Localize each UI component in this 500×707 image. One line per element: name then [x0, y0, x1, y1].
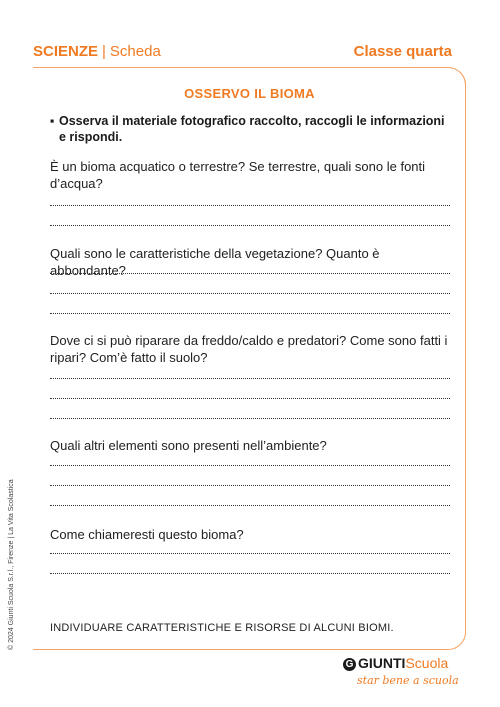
- answer-line[interactable]: [50, 205, 450, 206]
- instruction-text: Osserva il materiale fotografico raccolto, raccogli le informazioni e rispondi.: [59, 114, 445, 144]
- answer-line[interactable]: [50, 553, 450, 554]
- page-header: [33, 43, 452, 65]
- answer-line[interactable]: [50, 293, 450, 294]
- question-5: Come chiameresti questo bioma?: [50, 527, 244, 542]
- worksheet-title: OSSERVO IL BIOMA: [184, 86, 315, 101]
- subject-label: SCIENZE: [33, 43, 99, 60]
- answer-line[interactable]: [50, 418, 450, 419]
- answer-line[interactable]: [50, 225, 450, 226]
- answer-line[interactable]: [50, 485, 450, 486]
- giunti-logo-icon: G: [343, 658, 356, 671]
- grade-label: Classe quarta: [353, 43, 452, 60]
- logo-brand: [343, 655, 448, 671]
- learning-objective: INDIVIDUARE CARATTERISTICHE E RISORSE DI ALCUNI BIOMI.: [50, 622, 394, 634]
- header-subject-section: SCIENZE | Scheda: [33, 43, 161, 60]
- answer-line[interactable]: [50, 378, 450, 379]
- logo-brand-b: Scuola: [405, 655, 449, 671]
- answer-line[interactable]: [50, 465, 450, 466]
- answer-line[interactable]: [50, 273, 450, 274]
- question-4: Quali altri elementi sono presenti nell’ambiente?: [50, 438, 327, 453]
- answer-line[interactable]: [50, 398, 450, 399]
- logo-tagline: star bene a scuola: [357, 674, 459, 687]
- answer-line[interactable]: [50, 313, 450, 314]
- answer-line[interactable]: [50, 573, 450, 574]
- question-1: È un bioma acquatico o terrestre? Se terrestre, quali sono le fonti d’acqua?: [50, 159, 426, 191]
- question-3: Dove ci si può riparare da freddo/caldo e predatori? Come sono fatti i ripari? Com’è fatto il suolo?: [50, 333, 448, 365]
- bullet-icon: ▪: [50, 114, 55, 128]
- instruction: [50, 113, 450, 145]
- question-2: Quali sono le caratteristiche della vegetazione? Quanto è abbondante?: [50, 246, 380, 278]
- section-label: Scheda: [109, 43, 161, 60]
- publisher-logo: [343, 655, 459, 695]
- answer-line[interactable]: [50, 505, 450, 506]
- logo-brand-a: GIUNTI: [358, 655, 406, 671]
- copyright-notice: © 2024 Giunti Scuola S.r.l., Firenze | La Vita Scolastica: [8, 479, 15, 650]
